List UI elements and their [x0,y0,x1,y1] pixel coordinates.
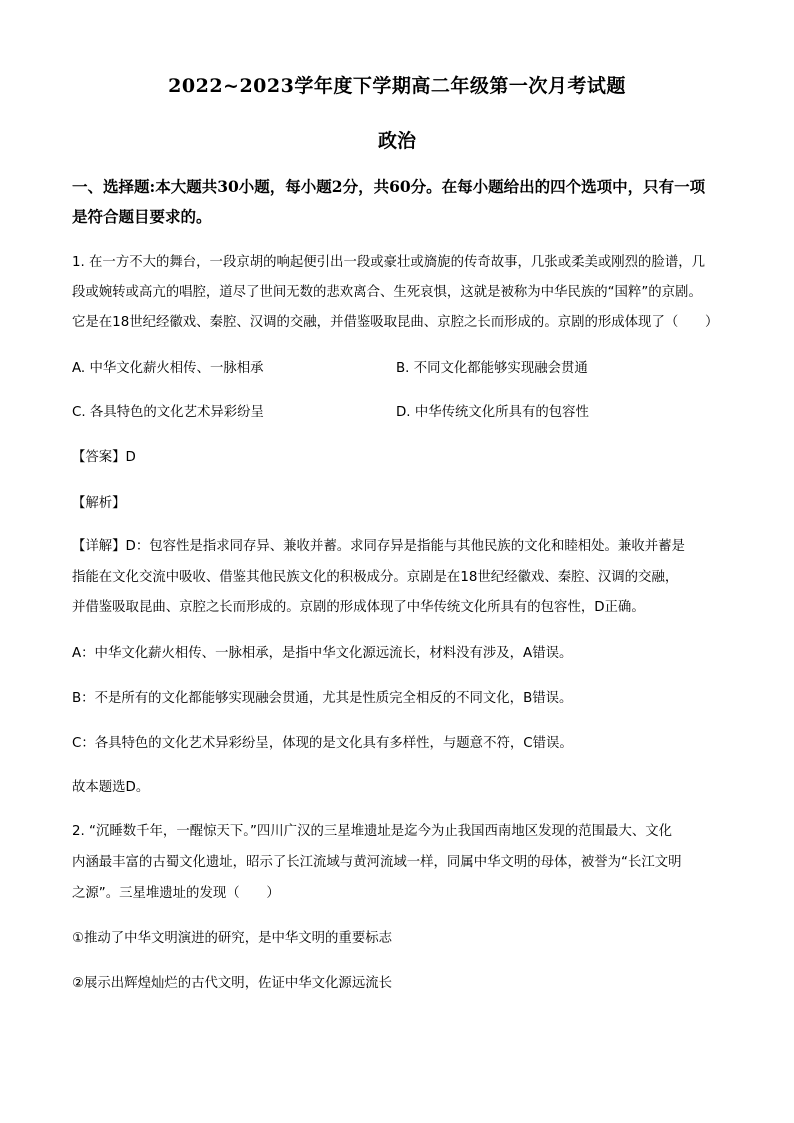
q1-stem-line-1: 1. 在一方不大的舞台，一段京胡的响起便引出一段或豪壮或旖旎的传奇故事，几张或柔美或刚烈的脸谱，几 [72,255,705,270]
q1-option-b: B. 不同文化都能够实现融会贯通 [396,361,588,376]
q1-detail-line-3: 并借鉴吸取昆曲、京腔之长而形成的。京剧的形成体现了中华传统文化所具有的包容性，D正确。 [72,600,645,615]
section-heading-line-1: 一、选择题:本大题共30小题，每小题2分，共60分。在每小题给出的四个选项中，只有一项 [72,177,706,196]
q1-conclusion: 故本题选D。 [72,780,150,795]
q1-detail-line-2: 指能在文化交流中吸收、借鉴其他民族文化的积极成分。京剧是在18世纪经徽戏、秦腔、汉调的交融， [72,570,679,585]
q2-stem-line-2: 内涵最丰富的古蜀文化遗址，昭示了长江流域与黄河流域一样，同属中华文明的母体，被誉为“长江文明 [72,855,682,870]
q1-explain-b: B：不是所有的文化都能够实现融会贯通，尤其是性质完全相反的不同文化，B错误。 [72,691,573,706]
q2-item-1: ①推动了中华文明演进的研究，是中华文明的重要标志 [72,931,392,946]
q2-stem-line-3: 之源”。三星堆遗址的发现（ ） [72,886,280,901]
exam-title: 2022~2023学年度下学期高二年级第一次月考试题 [168,75,626,97]
q2-item-2: ②展示出辉煌灿烂的古代文明，佐证中华文化源远流长 [72,976,392,991]
q2-stem-line-1: 2. “沉睡数千年，一醒惊天下。”四川广汉的三星堆遗址是迄今为止我国西南地区发现的范围最大、文化 [72,824,673,839]
q1-option-d: D. 中华传统文化所具有的包容性 [396,405,589,420]
exam-subject: 政治 [377,130,416,152]
q1-stem-line-3: 它是在18世纪经徽戏、秦腔、汉调的交融，并借鉴吸取昆曲、京腔之长而形成的。京剧的形成体现了（ ） [72,315,719,330]
q1-detail-line-1: 【详解】D：包容性是指求同存异、兼收并蓄。求同存异是指能与其他民族的文化和睦相处。兼收并蓄是 [72,539,685,554]
q1-explain-a: A：中华文化薪火相传、一脉相承，是指中华文化源远流长，材料没有涉及，A错误。 [72,646,573,661]
q1-option-c: C. 各具特色的文化艺术异彩纷呈 [72,405,264,420]
section-heading [72,172,732,232]
q1-answer: 【答案】D [72,450,136,465]
q1-analysis-label: 【解析】 [72,496,126,511]
q1-stem-line-2: 段或婉转或高亢的唱腔，道尽了世间无数的悲欢离合、生死哀惧，这就是被称为中华民族的“国粹”的京剧。 [72,285,702,300]
q1-explain-c: C：各具特色的文化艺术异彩纷呈，体现的是文化具有多样性，与题意不符，C错误。 [72,736,573,751]
q1-option-a: A. 中华文化薪火相传、一脉相承 [72,361,264,376]
section-heading-line-2: 是符合题目要求的。 [72,207,212,226]
